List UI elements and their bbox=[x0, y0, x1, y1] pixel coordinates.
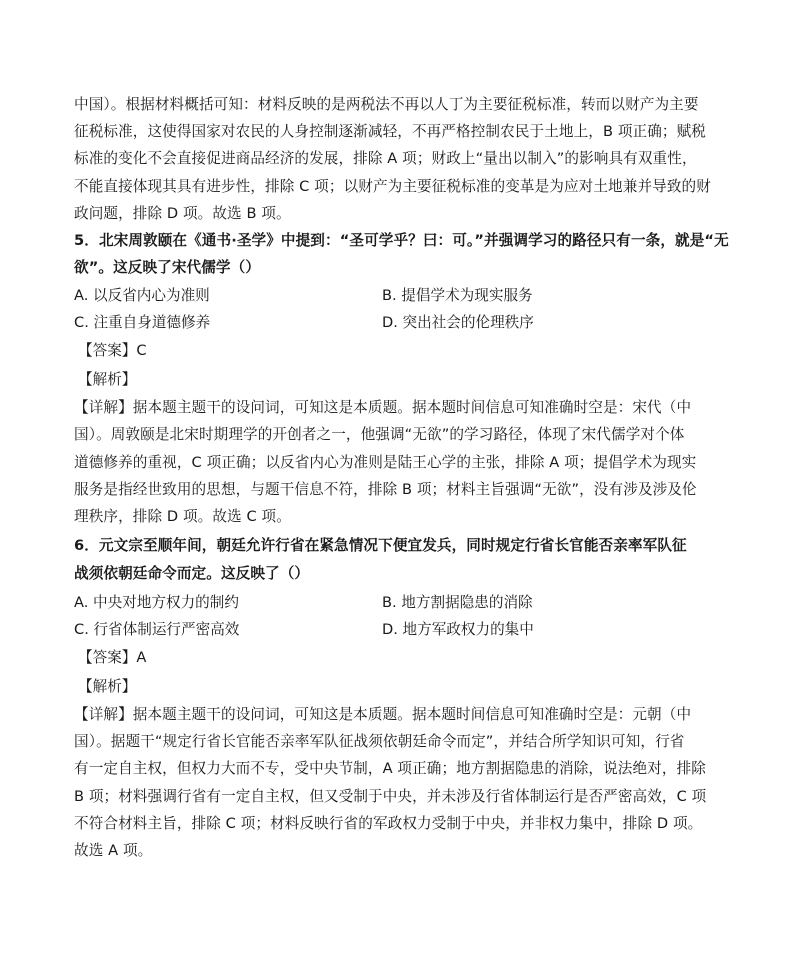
q6-detail-line: 有一定自主权，但权力大而不专，受中央节制，A 项正确；地方割据隐患的消除，说法绝对，排除 bbox=[74, 760, 706, 777]
q5-detail-line: 理秩序，排除 D 项。故选 C 项。 bbox=[74, 508, 291, 525]
q5-option-b: B. 提倡学术为现实服务 bbox=[382, 287, 533, 304]
text-line: 征税标准，这使得国家对农民的人身控制逐渐减轻，不再严格控制农民于土地上，B 项正确；赋税 bbox=[74, 123, 706, 140]
q6-detail-line: 故选 A 项。 bbox=[74, 842, 153, 859]
text-line: 不能直接体现其具有进步性，排除 C 项；以财产为主要征税标准的变革是为应对土地兼并导致的财 bbox=[74, 178, 711, 195]
q5-detail-line: 道德修养的重视，C 项正确；以反省内心为准则是陆王心学的主张，排除 A 项；提倡学术为现实 bbox=[74, 454, 697, 471]
text-line: 中国）。根据材料概括可知：材料反映的是两税法不再以人丁为主要征税标准，转而以财产为主要 bbox=[74, 96, 699, 113]
q5-analysis-label: 【解析】 bbox=[78, 371, 137, 388]
q5-detail-line: 国）。周敦颐是北宋时期理学的开创者之一，他强调“无欲”的学习路径，体现了宋代儒学对个体 bbox=[74, 426, 685, 443]
q5-answer: 【答案】C bbox=[78, 342, 147, 359]
q6-option-d: D. 地方军政权力的集中 bbox=[382, 621, 534, 638]
q6-detail-line: 【详解】据本题主题干的设问词，可知这是本质题。据本题时间信息可知准确时空是：元朝（中 bbox=[74, 706, 692, 723]
q5-option-c: C. 注重自身道德修养 bbox=[74, 314, 211, 331]
q6-detail-line: 不符合材料主旨，排除 C 项；材料反映行省的军政权力受制于中央，并非权力集中，排除 D 项。 bbox=[74, 815, 703, 832]
question-6-stem: 战须依朝廷命令而定。这反映了（） bbox=[74, 565, 310, 582]
q6-option-a: A. 中央对地方权力的制约 bbox=[74, 594, 239, 611]
question-5-stem: 5．北宋周敦颐在《通书·圣学》中提到：“圣可学乎？曰：可。”并强调学习的路径只有一条，就是“无 bbox=[74, 232, 729, 249]
q5-option-a: A. 以反省内心为准则 bbox=[74, 287, 210, 304]
question-6-stem: 6．元文宗至顺年间，朝廷允许行省在紧急情况下便宜发兵，同时规定行省长官能否亲率军队征 bbox=[74, 537, 687, 554]
q6-answer: 【答案】A bbox=[78, 649, 147, 666]
text-line: 标准的变化不会直接促进商品经济的发展，排除 A 项；财政上“量出以制入”的影响具有双重性， bbox=[74, 150, 697, 167]
text-line: 政问题，排除 D 项。故选 B 项。 bbox=[74, 205, 291, 222]
question-5-stem: 欲”。这反映了宋代儒学（） bbox=[74, 259, 261, 276]
q5-detail-line: 【详解】据本题主题干的设问词，可知这是本质题。据本题时间信息可知准确时空是：宋代（中 bbox=[74, 399, 692, 416]
q6-detail-line: 国）。据题干“规定行省长官能否亲率军队征战须依朝廷命令而定”，并结合所学知识可知，行省 bbox=[74, 733, 685, 750]
q6-option-c: C. 行省体制运行严密高效 bbox=[74, 621, 240, 638]
q5-option-d: D. 突出社会的伦理秩序 bbox=[382, 314, 534, 331]
q6-detail-line: B 项；材料强调行省有一定自主权，但又受制于中央，并未涉及行省体制运行是否严密高效，C 项 bbox=[74, 788, 707, 805]
q6-analysis-label: 【解析】 bbox=[78, 678, 137, 695]
q5-detail-line: 服务是指经世致用的思想，与题干信息不符，排除 B 项；材料主旨强调“无欲”，没有涉及涉及伦 bbox=[74, 481, 697, 498]
q6-option-b: B. 地方割据隐患的消除 bbox=[382, 594, 533, 611]
